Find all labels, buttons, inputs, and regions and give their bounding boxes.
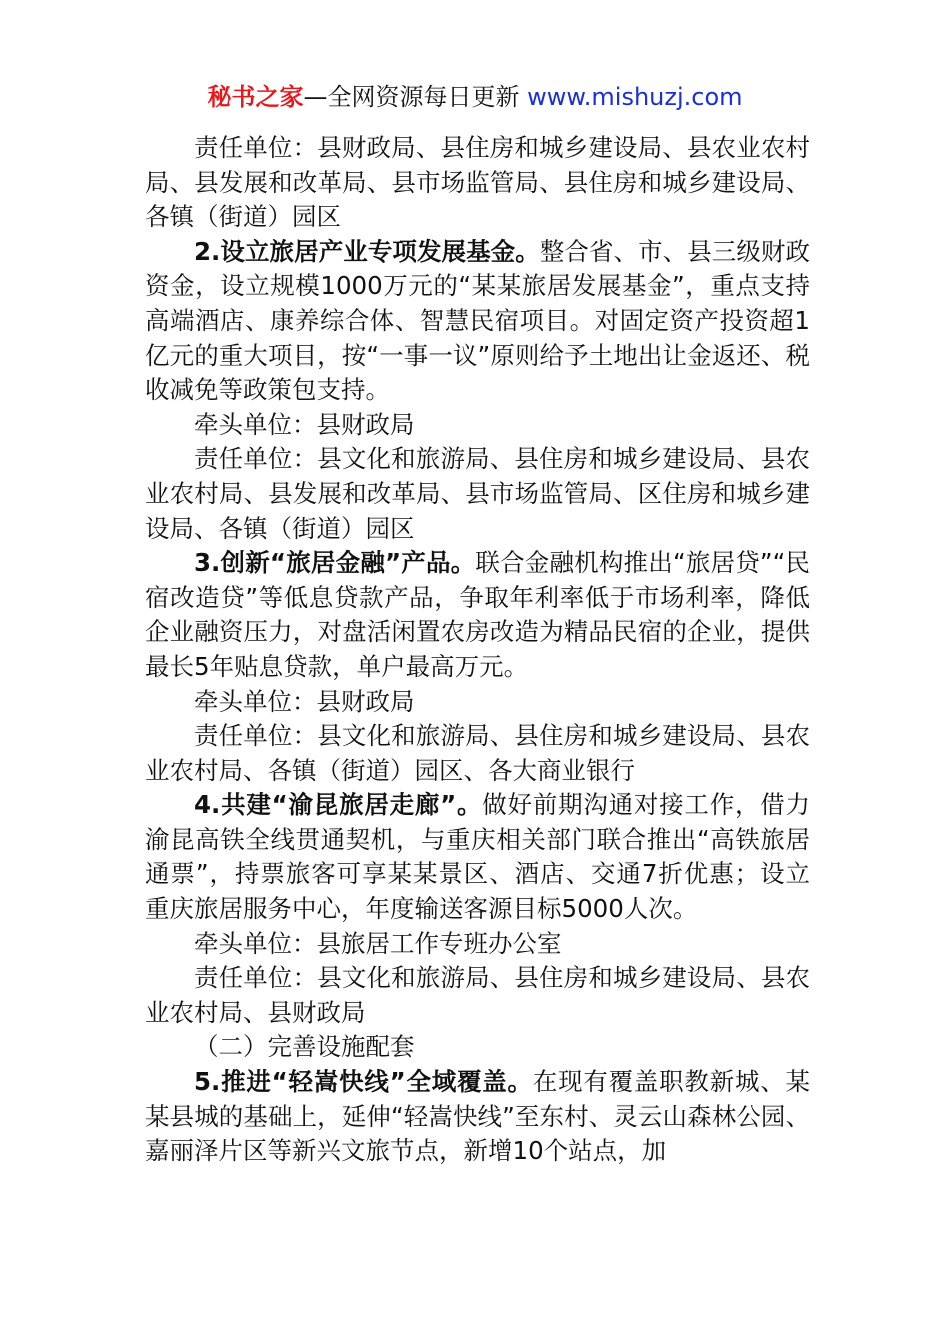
paragraph-text: （二）完善设施配套 xyxy=(194,1032,415,1062)
paragraph-heading: 4.共建“渝昆旅居走廊”。 xyxy=(194,790,483,820)
section-heading xyxy=(145,1030,810,1065)
paragraph-text: 责任单位：县文化和旅游局、县住房和城乡建设局、县农业农村局、各镇（街道）园区、各大商业银行 xyxy=(145,721,810,785)
paragraph xyxy=(145,719,810,788)
paragraph xyxy=(145,788,810,926)
paragraph-text: 做好前期沟通对接工作，借力渝昆高铁全线贯通契机，与重庆相关部门联合推出“高铁旅居通票”，持票旅客可享某某景区、酒店、交通7折优惠；设立重庆旅居服务中心，年度输送客源目标5000人次。 xyxy=(145,790,810,924)
paragraph xyxy=(145,442,810,546)
paragraph xyxy=(145,961,810,1030)
paragraph xyxy=(145,927,810,962)
paragraph-heading: 5.推进“轻嵩快线”全域覆盖。 xyxy=(194,1067,533,1097)
paragraph-text: 牵头单位：县财政局 xyxy=(194,686,415,716)
paragraph-text: 整合省、市、县三级财政资金，设立规模1000万元的“某某旅居发展基金”，重点支持高端酒店、康养综合体、智慧民宿项目。对固定资产投资超1亿元的重大项目，按“一事一议”原则给予土地出让金返还、税收减免等政策包支持。 xyxy=(145,236,810,405)
paragraph xyxy=(145,1065,810,1169)
paragraph-text: 责任单位：县财政局、县住房和城乡建设局、县农业农村局、县发展和改革局、县市场监管局、县住房和城乡建设局、各镇（街道）园区 xyxy=(145,133,810,232)
paragraph xyxy=(145,685,810,720)
paragraph-text: 牵头单位：县财政局 xyxy=(194,409,415,439)
brand-name: 秘书之家 xyxy=(207,83,304,111)
paragraph xyxy=(145,408,810,443)
watermark-header xyxy=(0,80,950,114)
paragraph-heading: 3.创新“旅居金融”产品。 xyxy=(194,548,476,578)
paragraph-text: 责任单位：县文化和旅游局、县住房和城乡建设局、县农业农村局、县发展和改革局、县市场监管局、区住房和城乡建设局、各镇（街道）园区 xyxy=(145,444,810,543)
header-tagline: —全网资源每日更新 xyxy=(303,83,528,111)
paragraph xyxy=(145,546,810,684)
paragraph-text: 联合金融机构推出“旅居贷”“民宿改造贷”等低息贷款产品，争取年利率低于市场利率，降低企业融资压力，对盘活闲置农房改造为精品民宿的企业，提供最长5年贴息贷款，单户最高万元。 xyxy=(145,548,810,681)
paragraph-heading: 2.设立旅居产业专项发展基金。 xyxy=(194,236,540,266)
paragraph-text: 责任单位：县文化和旅游局、县住房和城乡建设局、县农业农村局、县财政局 xyxy=(145,963,810,1027)
paragraph-text: 在现有覆盖职教新城、某某县城的基础上，延伸“轻嵩快线”至东村、灵云山森林公园、嘉丽泽片区等新兴文旅节点，新增10个站点，加 xyxy=(145,1067,810,1166)
paragraph-text: 牵头单位：县旅居工作专班办公室 xyxy=(194,928,562,958)
document-body xyxy=(145,131,810,1169)
header-url: www.mishuzj.com xyxy=(527,83,743,111)
paragraph xyxy=(145,131,810,235)
paragraph xyxy=(145,235,810,408)
